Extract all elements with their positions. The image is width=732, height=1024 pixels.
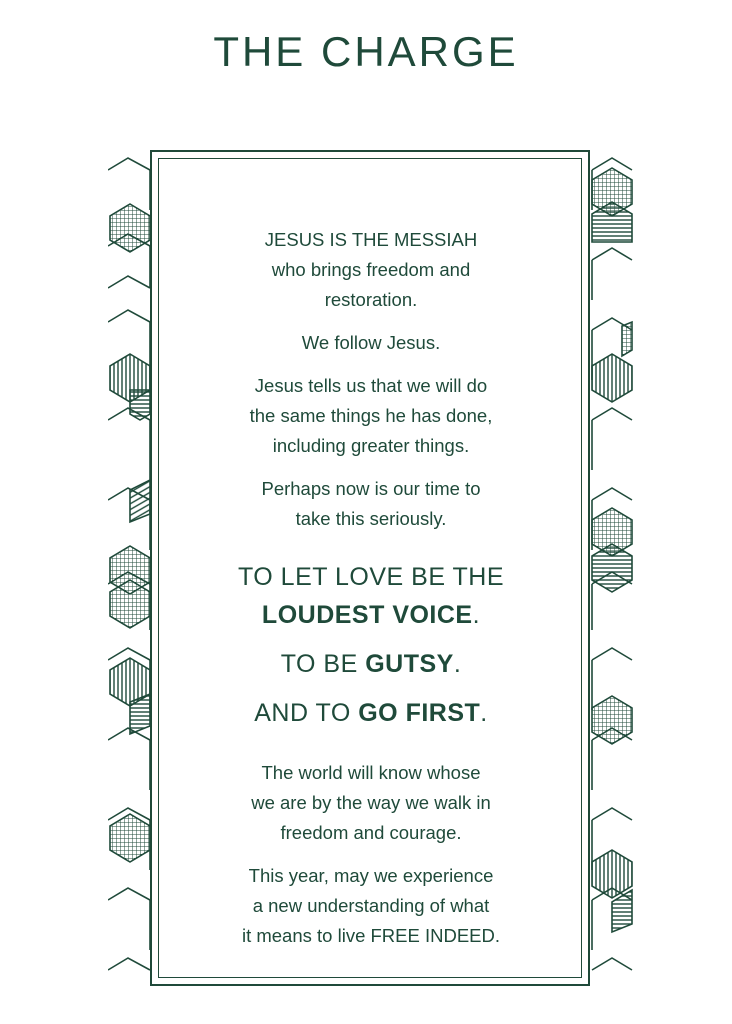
follow-paragraph <box>159 328 583 358</box>
perhaps-paragraph <box>159 474 583 534</box>
period: . <box>472 601 481 629</box>
hexagon-pattern-right-icon <box>590 150 634 986</box>
go-first-word: GO FIRST <box>358 699 481 727</box>
year-line: a new understanding of what <box>252 895 490 916</box>
world-paragraph <box>159 758 583 848</box>
intro-paragraph <box>159 225 583 315</box>
greater-line: the same things he has done, <box>249 405 493 426</box>
world-line: we are by the way we walk in <box>251 792 491 813</box>
intro-line: who brings freedom and <box>271 259 471 280</box>
page-title: THE CHARGE <box>213 28 519 75</box>
follow-line: We follow Jesus. <box>301 332 441 353</box>
period: . <box>480 699 488 727</box>
greater-line: Jesus tells us that we will do <box>254 375 488 396</box>
charge-inner-border <box>158 158 582 978</box>
intro-line: JESUS IS THE MESSIAH <box>264 229 478 250</box>
year-paragraph <box>159 861 583 951</box>
greater-line: including greater things. <box>272 435 470 456</box>
period: . <box>453 650 462 678</box>
world-line: The world will know whose <box>261 762 481 783</box>
world-line: freedom and courage. <box>280 822 462 843</box>
perhaps-line: Perhaps now is our time to <box>261 478 481 499</box>
love-line-1: TO LET LOVE BE THE <box>237 563 505 591</box>
gutsy-prefix: TO BE <box>280 650 366 678</box>
love-declaration <box>159 558 583 634</box>
year-line: This year, may we experience <box>248 865 494 886</box>
hexagon-pattern-left-icon <box>108 150 152 986</box>
loudest-voice: LOUDEST VOICE <box>261 601 473 629</box>
year-line: it means to live FREE INDEED. <box>241 925 501 946</box>
perhaps-line: take this seriously. <box>295 508 447 529</box>
gutsy-word: GUTSY <box>365 650 454 678</box>
charge-frame <box>150 150 590 986</box>
go-first-declaration <box>159 694 583 732</box>
gutsy-declaration <box>159 645 583 683</box>
intro-line: restoration. <box>324 289 418 310</box>
greater-paragraph <box>159 371 583 461</box>
go-first-prefix: AND TO <box>254 699 359 727</box>
charge-text <box>159 225 583 964</box>
declaration-block <box>159 558 583 732</box>
loudest-voice-emphasis <box>262 601 480 629</box>
